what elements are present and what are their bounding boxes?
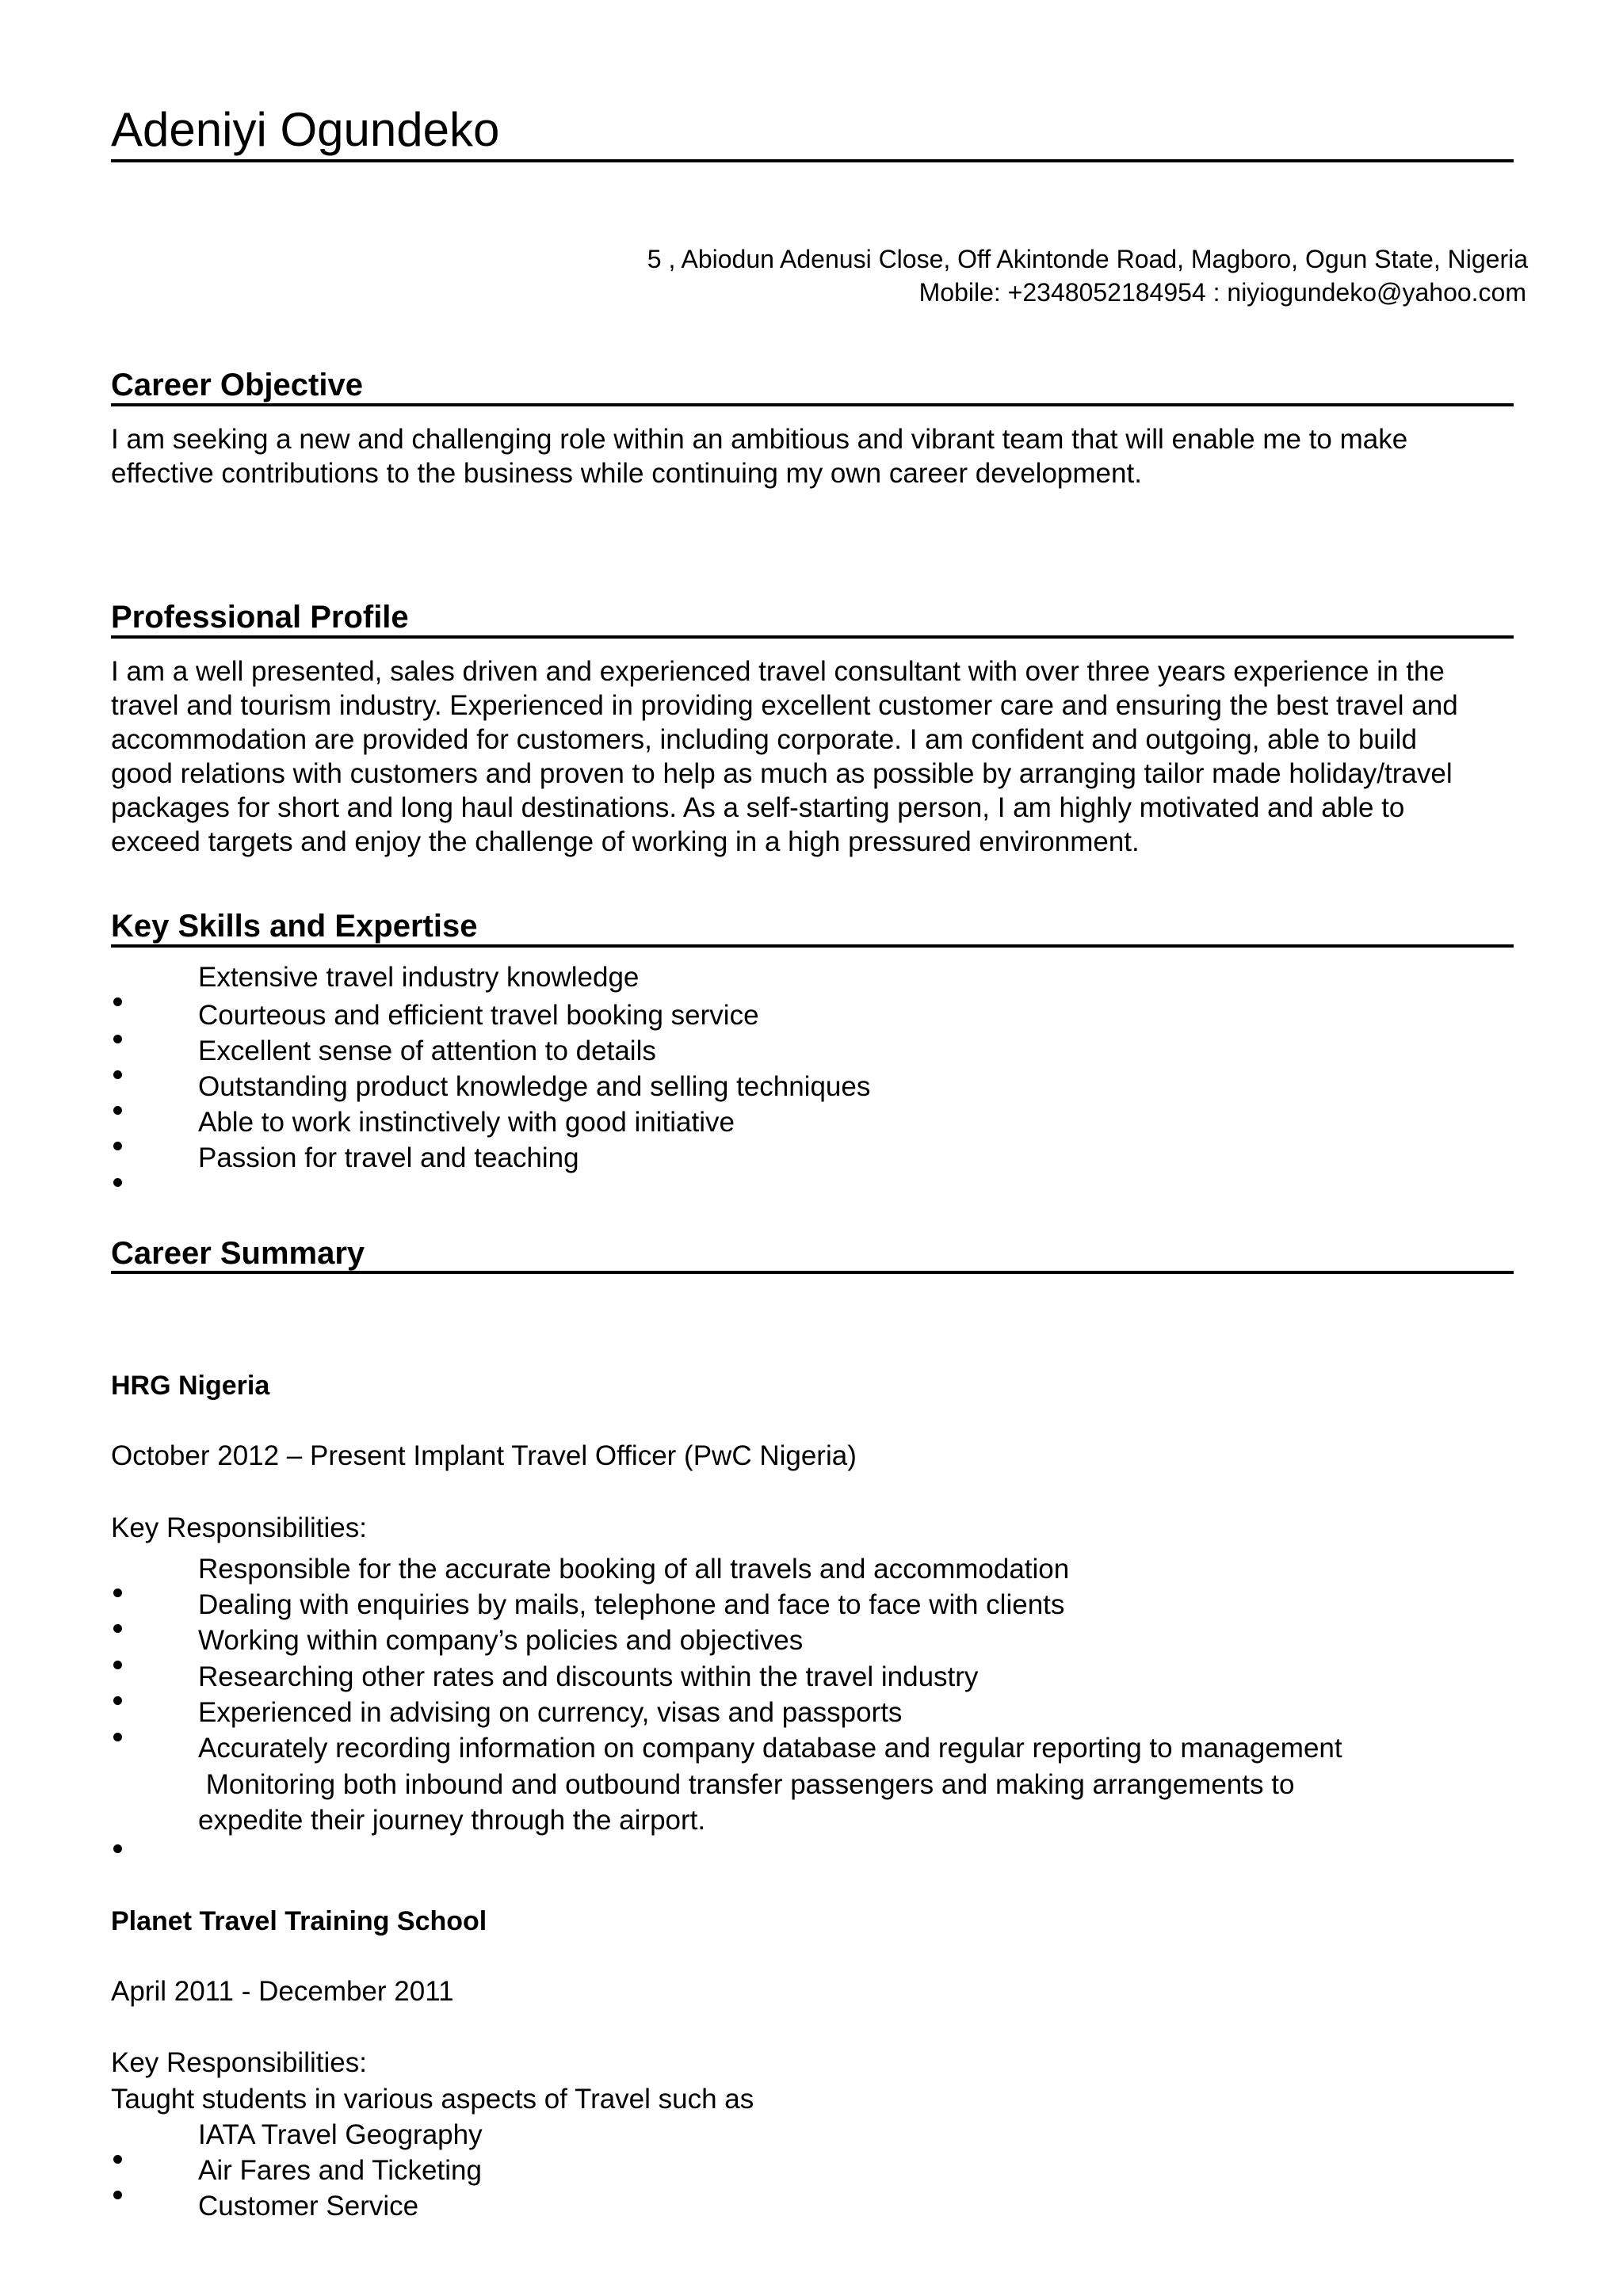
responsibility-item: Researching other rates and discounts within the travel industry: [198, 1661, 979, 1692]
career-objective-heading: Career Objective: [111, 368, 363, 402]
professional-profile-heading: Professional Profile: [111, 600, 409, 635]
bullet-icon: [113, 1106, 122, 1115]
skill-item: Courteous and efficient travel booking service: [198, 1000, 759, 1031]
bullet-icon: [113, 1178, 122, 1187]
responsibilities-label: Key Responsibilities:: [111, 1512, 367, 1543]
key-skills-heading: Key Skills and Expertise: [111, 909, 478, 944]
responsibility-item: Monitoring both inbound and outbound transfer passengers and making arrangements to: [198, 1769, 1295, 1800]
contact-line: Mobile: +2348052184954 : niyiogundeko@yahoo.com: [918, 278, 1526, 307]
bullet-icon: [113, 2155, 122, 2164]
bullet-icon: [113, 2191, 122, 2199]
bullet-icon: [113, 1696, 122, 1705]
bullet-icon: [113, 1844, 122, 1853]
responsibility-item: Customer Service: [198, 2191, 419, 2222]
job-organization: HRG Nigeria: [111, 1371, 270, 1401]
bullet-icon: [113, 1733, 122, 1741]
address-line: 5 , Abiodun Adenusi Close, Off Akintonde Road, Magboro, Ogun State, Nigeria: [647, 245, 1528, 273]
profile-line: travel and tourism industry. Experienced in providing excellent customer care and ensuring the best travel and: [111, 690, 1458, 721]
bullet-icon: [113, 1661, 122, 1669]
career-summary-heading: Career Summary: [111, 1236, 365, 1271]
resume-name: Adeniyi Ogundeko: [111, 103, 500, 156]
responsibility-item: Accurately recording information on company database and regular reporting to management: [198, 1733, 1342, 1764]
key-skills-divider: [111, 944, 1514, 948]
profile-line: accommodation are provided for customers, including corporate. I am confident and outgoing, able to build: [111, 724, 1417, 755]
career-objective-text: [111, 422, 1537, 490]
skill-item: Able to work instinctively with good initiative: [198, 1107, 735, 1138]
name-divider: [111, 159, 1514, 162]
profile-line: good relations with customers and proven to help as much as possible by arranging tailor made holiday/travel: [111, 758, 1453, 789]
professional-profile-divider: [111, 635, 1514, 639]
bullet-icon: [113, 1142, 122, 1150]
career-summary-divider: [111, 1271, 1514, 1274]
bullet-icon: [113, 1624, 122, 1633]
objective-line: I am seeking a new and challenging role within an ambitious and vibrant team that will enable me to make: [111, 424, 1408, 455]
responsibility-item: Air Fares and Ticketing: [198, 2155, 482, 2186]
bullet-icon: [113, 1070, 122, 1079]
professional-profile-text: [111, 654, 1537, 859]
responsibility-item: IATA Travel Geography: [198, 2119, 483, 2150]
profile-line: packages for short and long haul destinations. As a self-starting person, I am highly motivated and able to: [111, 792, 1405, 823]
job-organization: Planet Travel Training School: [111, 1906, 487, 1936]
job-period: April 2011 - December 2011: [111, 1976, 454, 2007]
responsibility-item-continuation: expedite their journey through the airport.: [198, 1805, 706, 1836]
responsibility-item: Experienced in advising on currency, visas and passports: [198, 1697, 903, 1728]
bullet-icon: [113, 997, 122, 1006]
job-period: October 2012 – Present Implant Travel Officer (PwC Nigeria): [111, 1440, 857, 1471]
skill-item: Passion for travel and teaching: [198, 1142, 579, 1173]
responsibility-item: Responsible for the accurate booking of all travels and accommodation: [198, 1554, 1070, 1585]
responsibility-item: Dealing with enquiries by mails, telephone and face to face with clients: [198, 1589, 1065, 1620]
responsibility-item: Working within company’s policies and objectives: [198, 1625, 804, 1656]
bullet-icon: [113, 1589, 122, 1597]
skill-item: Outstanding product knowledge and selling techniques: [198, 1071, 871, 1102]
profile-line: I am a well presented, sales driven and experienced travel consultant with over three years experience in the: [111, 656, 1445, 687]
skill-item: Excellent sense of attention to details: [198, 1035, 656, 1066]
responsibilities-label: Key Responsibilities:: [111, 2047, 367, 2078]
profile-line: exceed targets and enjoy the challenge of working in a high pressured environment.: [111, 826, 1140, 857]
objective-line: effective contributions to the business while continuing my own career development.: [111, 458, 1142, 489]
responsibilities-intro: Taught students in various aspects of Travel such as: [111, 2084, 754, 2115]
career-objective-divider: [111, 403, 1514, 406]
bullet-icon: [113, 1035, 122, 1043]
skill-item: Extensive travel industry knowledge: [198, 962, 640, 993]
